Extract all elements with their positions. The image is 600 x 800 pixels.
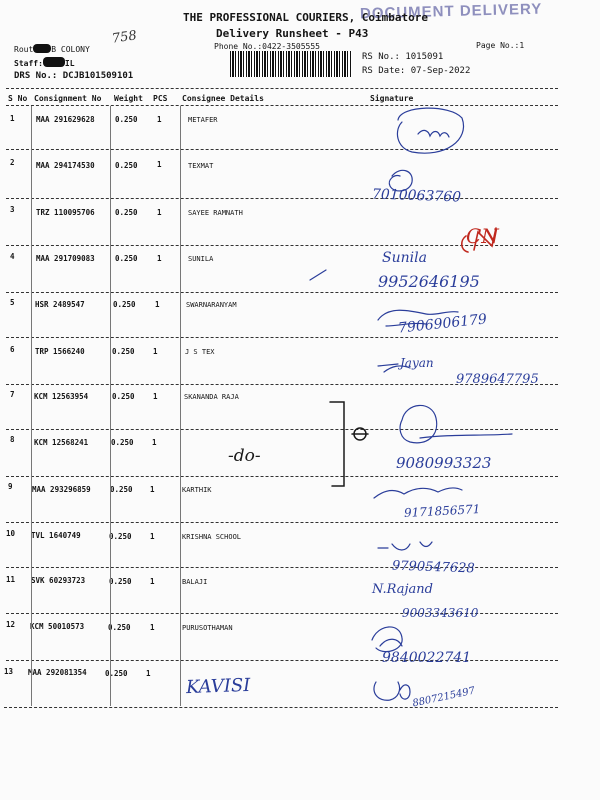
row-pcs: 1 <box>146 669 151 678</box>
row-weight: 0.250 <box>113 300 136 309</box>
handwritten-phone-row-10: 9790547628 <box>391 558 475 577</box>
row-weight: 0.250 <box>111 438 134 447</box>
row-pcs: 1 <box>157 115 162 124</box>
row-consignee: SUNILA <box>188 255 214 263</box>
row-sno: 8 <box>10 435 15 444</box>
row-sno: 7 <box>10 390 15 399</box>
row-consignee: TEXMAT <box>188 162 214 170</box>
signature-row-7 <box>400 405 512 442</box>
row-consignment: MAA 291629628 <box>36 115 95 124</box>
column-header-signature: Signature <box>370 94 414 103</box>
row-sno: 3 <box>10 205 15 214</box>
row-weight: 0.250 <box>112 347 135 356</box>
row-pcs: 1 <box>150 485 155 494</box>
rs-date: RS Date: 07-Sep-2022 <box>362 66 471 76</box>
row-weight: 0.250 <box>108 623 131 632</box>
handwritten-phone-row-5: 7906906179 <box>397 311 488 337</box>
row-weight: 0.250 <box>115 254 138 263</box>
row-sno: 4 <box>10 252 15 261</box>
handwritten-phone-row-4: 9952646195 <box>378 272 480 291</box>
handwritten-phone-row-13: 8807215497 <box>411 685 477 710</box>
page-number: Page No.:1 <box>476 41 525 50</box>
column-header-weight: Weight <box>114 94 143 103</box>
handwritten-phone-row-11: 9003343610 <box>402 606 479 620</box>
column-header-consignment: Consignment No <box>34 94 102 103</box>
row-consignment: TRZ 110095706 <box>36 208 95 217</box>
handwritten-code-row-3: CN <box>466 224 499 248</box>
row-sno: 13 <box>4 667 14 676</box>
row-consignment: KCM 12563954 <box>34 392 89 401</box>
document-delivery-stamp: DOCUMENT DELIVERY <box>359 0 543 23</box>
handwritten-phone-row-12: 9840022741 <box>382 650 472 666</box>
pen-mark <box>310 270 326 280</box>
row-consignee: J S TEX <box>185 348 215 356</box>
row-pcs: 1 <box>155 300 160 309</box>
row-consignment: MAA 291709083 <box>36 254 95 263</box>
row-consignment: TVL 1640749 <box>31 531 81 540</box>
row-sno: 6 <box>10 345 15 354</box>
row-weight: 0.250 <box>115 115 138 124</box>
row-sno: 5 <box>10 298 15 307</box>
row-sno: 10 <box>6 529 16 538</box>
signature-row-9 <box>374 488 462 498</box>
row-consignment: MAA 293296859 <box>32 485 91 494</box>
handwritten-note: 758 <box>111 28 138 47</box>
row-consignee: KRISHNA SCHOOL <box>182 533 242 541</box>
row-consignee: SKANANDA RAJA <box>184 393 239 401</box>
row-consignment: KCM 50010573 <box>30 622 85 631</box>
row-consignee: BALAJI <box>182 578 208 586</box>
ditto-bracket <box>330 402 344 486</box>
handwritten-phone-row-9: 9171856571 <box>403 502 481 520</box>
row-weight: 0.250 <box>112 392 135 401</box>
runsheet-title: Delivery Runsheet - P43 <box>216 27 369 40</box>
row-sno: 9 <box>8 482 13 491</box>
row-weight: 0.250 <box>115 161 138 170</box>
row-sno: 11 <box>6 575 16 584</box>
row-pcs: 1 <box>152 438 157 447</box>
row-sno: 1 <box>10 114 15 123</box>
phone-number: Phone No.:0422-3505555 <box>214 42 320 51</box>
row-consignment: SVK 60293723 <box>31 576 86 585</box>
row-consignment: HSR 2489547 <box>35 300 85 309</box>
row-pcs: 1 <box>157 160 162 169</box>
handwritten-name-row-6: Jayan <box>400 356 434 370</box>
row-consignee: PURUSOTHAMAN <box>182 624 233 632</box>
row-pcs: 1 <box>153 347 158 356</box>
row-sno: 12 <box>6 620 16 629</box>
row-sno: 2 <box>10 158 15 167</box>
handwritten-name-row-13: KAVISI <box>185 674 251 699</box>
row-consignment: KCM 12568241 <box>34 438 89 447</box>
row-weight: 0.250 <box>115 208 138 217</box>
row-weight: 0.250 <box>109 577 132 586</box>
row-consignment: TRP 1566240 <box>35 347 85 356</box>
handwritten-phone-row-2: 7010063760 <box>371 186 462 206</box>
row-consignee: SAYEE RAMNATH <box>188 209 243 217</box>
row-pcs: 1 <box>150 577 155 586</box>
signature-row-12 <box>372 627 402 652</box>
row-weight: 0.250 <box>110 485 133 494</box>
row-pcs: 1 <box>157 208 162 217</box>
signature-row-1 <box>397 108 463 153</box>
column-header-pcs: PCS <box>153 94 168 103</box>
company-title: THE PROFESSIONAL COURIERS, Coimbatore <box>183 11 429 24</box>
handwritten-phone-row-8: 9080993323 <box>396 454 492 472</box>
row-consignment: MAA 294174530 <box>36 161 95 170</box>
row-weight: 0.250 <box>109 532 132 541</box>
handwritten-name-row-11: N.Rajand <box>372 582 433 597</box>
staff-value: IL <box>64 59 75 68</box>
row-pcs: 1 <box>150 623 155 632</box>
column-header-consignee: Consignee Details <box>182 94 264 103</box>
handwritten-phone-row-6: 9789647795 <box>456 372 539 387</box>
staff-label: Staff: <box>14 59 43 68</box>
route-label: Rout <box>14 45 34 54</box>
row-consignment: MAA 292081354 <box>28 668 87 677</box>
signature-row-13 <box>374 682 410 700</box>
handwritten-name-row-4: Sunila <box>382 250 427 266</box>
row-consignee: SWARNARANYAM <box>186 301 237 309</box>
row-pcs: 1 <box>153 392 158 401</box>
signature-row-10 <box>378 542 432 550</box>
column-header-sno: S No <box>8 94 28 103</box>
row-consignee: KARTHIK <box>182 486 212 494</box>
row-pcs: 1 <box>150 532 155 541</box>
row-pcs: 1 <box>157 254 162 263</box>
drs-number: DRS No.: DCJB101509101 <box>14 71 134 81</box>
row-weight: 0.250 <box>105 669 128 678</box>
route-value: B COLONY <box>51 45 90 54</box>
row-consignee: METAFER <box>188 116 218 124</box>
rs-number: RS No.: 1015091 <box>362 52 444 62</box>
handwritten-ditto-row-8: -do- <box>228 446 261 466</box>
